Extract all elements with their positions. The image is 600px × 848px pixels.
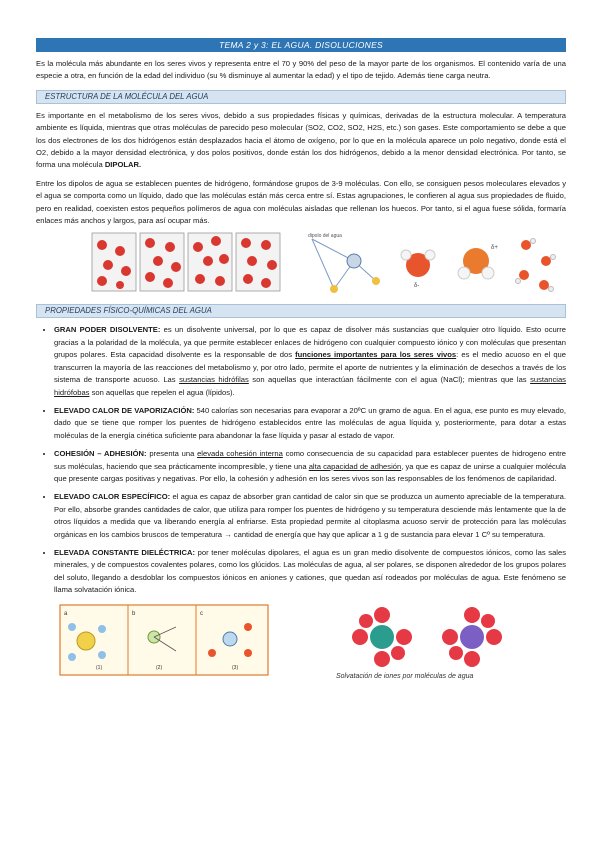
property-item bbox=[54, 491, 566, 541]
water-figures-svg bbox=[36, 231, 566, 297]
dipole-molecule-1 bbox=[401, 250, 435, 289]
dipole-neg-label: δ- bbox=[414, 283, 420, 290]
property-heading: GRAN PODER DISOLVENTE: bbox=[54, 325, 161, 335]
panel-tag-1: (1) bbox=[96, 664, 103, 671]
property-text: , ya que es capaz de unirse a cualquier molécula que presente cargas positivas y negativas. Por ello, la cohesión y adhesión en los seres vivos son las responsables de los fenómenos de capilaridad. bbox=[54, 461, 566, 483]
document-page bbox=[36, 38, 566, 683]
water-cluster bbox=[516, 239, 556, 292]
panel-tag-3: (3) bbox=[232, 664, 239, 671]
lattice-panel-3 bbox=[188, 233, 232, 291]
panel-tag-a: a bbox=[64, 610, 68, 617]
dipole-pos-label: δ+ bbox=[491, 245, 498, 252]
solvation-panels bbox=[60, 605, 268, 675]
ion-solvation-right bbox=[442, 607, 502, 667]
property-text: son aquellas que repelen el agua (lípidos). bbox=[89, 387, 235, 397]
property-heading: COHESIÓN – ADHESIÓN: bbox=[54, 449, 147, 459]
property-heading: ELEVADO CALOR DE VAPORIZACIÓN: bbox=[54, 405, 195, 415]
panel-tag-b: b bbox=[132, 610, 136, 617]
structure-paragraph-1 bbox=[36, 110, 566, 172]
property-heading: ELEVADO CALOR ESPECÍFICO: bbox=[54, 492, 171, 502]
ion-solvation-left bbox=[352, 607, 412, 667]
property-underlined: sustancias hidrófobas bbox=[54, 375, 566, 397]
dipole-molecule-2 bbox=[458, 245, 498, 279]
section-heading-structure: ESTRUCTURA DE LA MOLÉCULA DEL AGUA bbox=[36, 90, 566, 104]
page-title: TEMA 2 y 3: EL AGUA. DISOLUCIONES bbox=[36, 38, 566, 52]
property-item bbox=[54, 405, 566, 442]
property-text: es un disolvente universal, por lo que es capaz de disolver más sustancias que cualquier otro líquido. Esto ocurre gracias a la polaridad de la molécula, ya que permite establecer enlaces de hidrógeno con cualquier compuesto iónico y con moléculas que presentan grupos polares. Esta capacidad disolvente es la responsable de dos bbox=[54, 325, 567, 360]
solvation-caption: Solvatación de iones por moléculas de agua bbox=[336, 672, 474, 680]
section-heading-properties: PROPIEDADES FÍSICO-QUÍMICAS DEL AGUA bbox=[36, 304, 566, 318]
panel-tag-2: (2) bbox=[156, 664, 163, 671]
water-structure-figures bbox=[36, 231, 566, 297]
structure-paragraph-2: Entre los dipolos de agua se establecen puentes de hidrógeno, formándose grupos de 3-9 moléculas. Con ello, se consiguen pesos moleculares elevados y el agua se comporta como un líquido, dado que las moléculas están más cerca entre sí. Estas agrupaciones, le confieren al agua sus propiedades de fluido, pero en realidad, coexisten estos pequeños polímeros de agua con moléculas aisladas que rellenan los huecos. Por tanto, si el agua fuese sólida, formaría enlaces más anchos y largos, para así ocupar más. bbox=[36, 178, 566, 226]
solvation-svg bbox=[36, 603, 566, 683]
property-underlined: elevada cohesión interna bbox=[197, 449, 283, 459]
property-text: presenta una bbox=[146, 449, 198, 459]
property-item bbox=[54, 448, 566, 485]
tetrahedral-diagram bbox=[308, 233, 380, 293]
property-underlined: sustancias hidrófilas bbox=[179, 375, 249, 385]
property-heading: ELEVADA CONSTANTE DIELÉCTRICA: bbox=[54, 547, 196, 557]
tetra-label: dipolo del agua bbox=[308, 233, 342, 240]
property-text: por tener moléculas dipolares, el agua es un gran medio disolvente de compuestos iónicos, como las sales minerales, y de compuestos covalentes polares, como los glúcidos. Las moléculas de agua, al ser polares, se disponen alrededor de los grupos polares del soluto, llegando a desdoblar los compuestos iónicos en aniones y cationes, que quedan así rodeados por moléculas de agua. Este fenómeno se llama solvatación iónica. bbox=[54, 547, 567, 595]
property-underlined: alta capacidad de adhesión bbox=[308, 461, 402, 471]
property-underlined: funciones importantes para los seres vivos bbox=[295, 350, 457, 360]
property-text: son aquellas que interactúan fácilmente con el agua (NaCl); mientras que las bbox=[248, 375, 531, 385]
lattice-panel-2 bbox=[140, 233, 184, 291]
lattice-panel-1 bbox=[92, 233, 136, 291]
property-text: el agua es capaz de absorber gran cantidad de calor sin que se produzca un aumento apreciable de la temperatura. Por ello, absorbe grandes cantidades de calor, que utiliza para romper los puentes de hidrógeno y su temperatura desciende más lentamente que la de otros líquidos a medida que va liberando energía al enfriarse. Esta propiedad permite al citoplasma acuoso servir de protección para las moléculas orgánicas en los cambios bruscos de temperatura → cantidad de energía que hay que aplicar a 1 g de sustancia para elevar 1 Cº su temperatura. bbox=[54, 492, 566, 539]
property-text: : es el medio acuoso en el que transcurren la mayoría de las reacciones del metabolismo y, por otro lado, permite el aporte de nutrientes y la eliminación de desechos a través de los sistema de transporte acuoso. Las bbox=[54, 350, 566, 385]
property-item bbox=[54, 547, 566, 597]
property-item bbox=[54, 324, 566, 398]
dipolar-term: DIPOLAR. bbox=[104, 160, 142, 170]
panel-tag-c: c bbox=[200, 610, 203, 617]
property-text: como consecuencia de su capacidad para establecer puentes de hidrogeno entre sus moléculas, haciendo que sea prácticamente incompresible, y tiene una bbox=[54, 449, 567, 471]
solvation-figures bbox=[36, 603, 566, 683]
property-text: 540 calorías son necesarias para evaporar a 20ºC un gramo de agua. En el agua, ese punto es muy elevado, dado que se tiene que romper los puentes de hidrógeno establecidos entre las moléculas de agua líquida y, posteriormente, para dotar a estas moléculas de la energía cinética suficiente para abandonar la fase líquida y pasar al estado de vapor. bbox=[54, 405, 566, 440]
intro-paragraph: Es la molécula más abundante en los seres vivos y representa entre el 70 y 90% del peso de la mayor parte de los organismos. El contenido varía de una especie a otra, en función de la edad del individuo (su % disminuye al aumentar la edad) y el tipo de tejido. Además tiene carga neutra. bbox=[36, 59, 566, 81]
properties-list bbox=[36, 324, 566, 596]
lattice-panel-4 bbox=[236, 233, 280, 291]
structure-text: Es importante en el metabolismo de los seres vivos, debido a sus propiedades físicas y químicas, derivadas de la estructura molecular. A temperatura ambiente es líquida, mientras que otras moléculas de parecido peso molecular (SO2, CO2, SO2, H2S, etc.) son gases. Este comportamiento se debe a que los dos electrones de los dos hidrógenos están desplazados hacia el átomo de oxígeno, por lo que en la molécula aparece un polo negativo, donde está el O2, debido a la mayor densidad electrónica, y dos polos positivos, donde están los dos hidrógenos, debido a la menor densidad electrónica. Por tanto, se forma una molécula bbox=[36, 110, 566, 170]
